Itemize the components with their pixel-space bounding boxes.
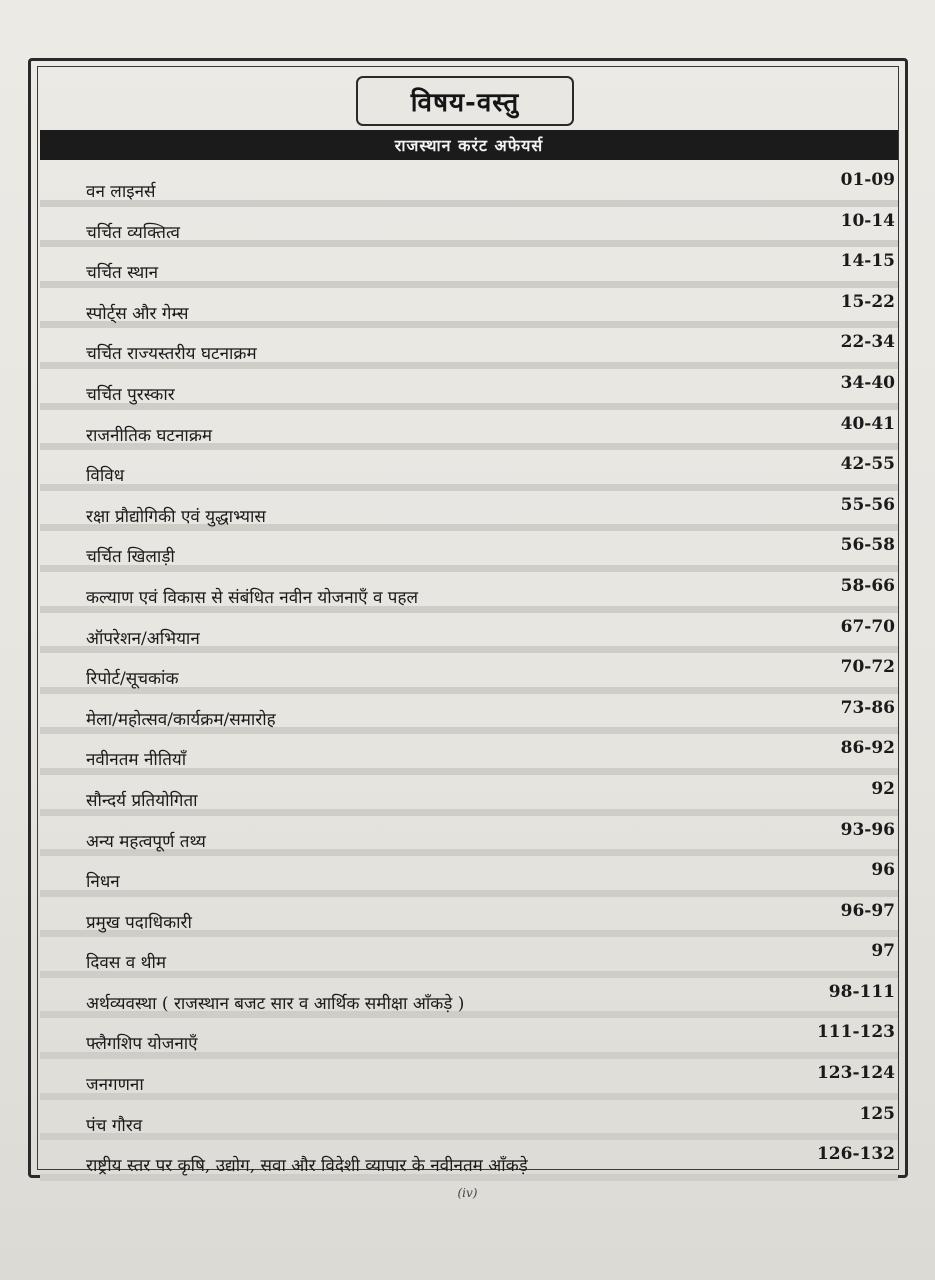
toc-page-range: 123-124 [816, 1063, 895, 1084]
toc-topic: चर्चित स्थान [86, 263, 159, 284]
toc-page-range: 73-86 [840, 697, 895, 718]
toc-page-range: 42-55 [840, 454, 895, 475]
toc-topic: पंच गौरव [86, 1115, 143, 1136]
toc-topic: प्रमुख पदाधिकारी [86, 912, 192, 933]
section-title: राजस्थान करंट अफेयर्स [394, 136, 544, 155]
toc-page-range: 58-66 [840, 575, 895, 596]
toc-page-range: 40-41 [840, 413, 895, 434]
toc-page-range: 70-72 [840, 657, 895, 678]
toc-row [40, 978, 898, 1019]
toc-row [40, 856, 898, 897]
toc-page-range: 125 [859, 1103, 895, 1124]
toc-row [40, 1059, 898, 1100]
toc-page-range: 01-09 [840, 170, 895, 190]
toc-page-range: 93-96 [840, 819, 895, 840]
toc-row [40, 775, 898, 816]
toc-topic: चर्चित पुरस्कार [86, 384, 175, 405]
toc-page-range: 111-123 [816, 1022, 895, 1043]
toc-page-range: 96-97 [840, 900, 895, 921]
toc-row [40, 1018, 898, 1059]
toc-page-range: 92 [871, 778, 895, 799]
toc-row [40, 1140, 898, 1181]
toc-topic: वन लाइनर्स [86, 182, 156, 202]
toc-topic: नवीनतम नीतियाँ [86, 750, 187, 771]
toc-row [40, 410, 898, 451]
toc-row [40, 288, 898, 329]
toc-topic: स्पोर्ट्स और गेम्स [86, 303, 189, 324]
toc-row [40, 897, 898, 938]
toc-topic: चर्चित राज्यस्तरीय घटनाक्रम [86, 344, 257, 365]
toc-row [40, 653, 898, 694]
page-number: (iv) [457, 1186, 478, 1200]
toc-topic: मेला/महोत्सव/कार्यक्रम/समारोह [86, 709, 276, 730]
toc-topic: फ्लैगशिप योजनाएँ [86, 1034, 198, 1055]
toc-row [40, 531, 898, 572]
toc-row [40, 937, 898, 978]
toc-topic: राष्ट्रीय स्तर पर कृषि, उद्योग, सवा और विदेशी व्यापार के नवीनतम आँकड़े [86, 1156, 528, 1177]
toc-topic: जनगणना [86, 1075, 144, 1096]
toc-page-range: 55-56 [840, 494, 895, 515]
toc-row [40, 247, 898, 288]
toc-row [40, 166, 898, 207]
table-of-contents [40, 166, 898, 1181]
toc-row [40, 328, 898, 369]
toc-row [40, 613, 898, 654]
toc-topic: विविध [86, 466, 125, 487]
toc-topic: रक्षा प्रौद्योगिकी एवं युद्धाभ्यास [86, 506, 266, 527]
toc-topic: चर्चित व्यक्तित्व [86, 222, 180, 243]
toc-page-range: 56-58 [840, 535, 895, 556]
toc-topic: चर्चित खिलाड़ी [86, 547, 175, 568]
toc-row [40, 1100, 898, 1141]
toc-row [40, 369, 898, 410]
toc-page-range: 34-40 [840, 372, 895, 393]
toc-row [40, 207, 898, 248]
toc-topic: ऑपरेशन/अभियान [86, 628, 200, 649]
toc-page-range: 15-22 [840, 291, 895, 312]
toc-page-range: 67-70 [840, 616, 895, 637]
toc-row [40, 816, 898, 857]
toc-page-range: 22-34 [840, 332, 895, 353]
toc-topic: अर्थव्यवस्था ( राजस्थान बजट सार व आर्थिक समीक्षा आँकड़े ) [86, 993, 465, 1014]
toc-row [40, 572, 898, 613]
toc-page-range: 86-92 [840, 738, 895, 759]
section-header-bar [40, 130, 898, 160]
page-title: विषय-वस्तु [410, 88, 520, 118]
toc-row [40, 450, 898, 491]
toc-row [40, 734, 898, 775]
page-title-box [356, 76, 574, 126]
toc-topic: रिपोर्ट/सूचकांक [86, 669, 179, 690]
toc-page-range: 96 [871, 860, 895, 881]
toc-row [40, 491, 898, 532]
toc-row [40, 694, 898, 735]
toc-page-range: 98-111 [828, 981, 895, 1002]
toc-page-range: 97 [871, 941, 895, 962]
toc-page-range: 126-132 [816, 1144, 895, 1165]
toc-topic: दिवस व थीम [86, 953, 167, 974]
toc-page-range: 10-14 [840, 210, 895, 231]
toc-topic: सौन्दर्य प्रतियोगिता [86, 790, 198, 811]
toc-topic: अन्य महत्वपूर्ण तथ्य [86, 831, 206, 852]
toc-topic: निधन [86, 872, 120, 893]
toc-page-range: 14-15 [840, 251, 895, 272]
toc-topic: राजनीतिक घटनाक्रम [86, 425, 213, 446]
toc-topic: कल्याण एवं विकास से संबंधित नवीन योजनाएँ व पहल [86, 587, 419, 608]
